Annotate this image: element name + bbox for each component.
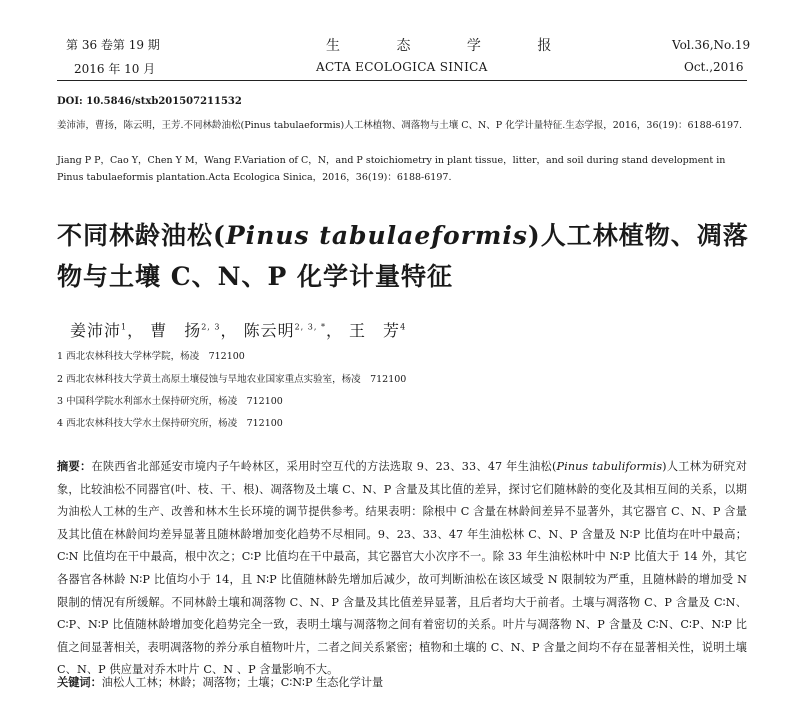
author-4-affil: 4 [400, 322, 407, 332]
affiliation-1: 1 西北农林科技大学林学院，杨凌 712100 [57, 351, 245, 362]
article-title-line1 [57, 216, 749, 252]
date-en: Oct.,2016 [684, 60, 744, 74]
affiliation-2: 2 西北农林科技大学黄土高原土壤侵蚀与旱地农业国家重点实验室，杨凌 712100 [57, 374, 407, 385]
journal-title-cn: 生 态 学 报 [326, 38, 578, 54]
citation-en: Jiang P P，Cao Y，Chen Y M，Wang F.Variation of C，N，and P stoichiometry in plant tissue，litter，and soil during stand development in Pinus tabulaeformis plantation.Acta Ecologica Sinica，2016，36(19)：6188-6197. [57, 155, 726, 183]
author-3: 陈云明 [243, 321, 295, 340]
keywords-text: 油松人工林；林龄；凋落物；土壤；C∶N∶P 生态化学计量 [101, 676, 384, 689]
abstract [57, 455, 747, 682]
keywords-label: 关键词： [57, 675, 102, 689]
doi[interactable]: DOI: 10.5846/stxb201507211532 [57, 96, 242, 107]
keywords [57, 674, 383, 690]
author-3-affil: 2, 3, * [294, 322, 326, 332]
date-cn: 2016 年 10 月 [74, 62, 156, 76]
abstract-text-1: 在陕西省北部延安市境内子午岭林区，采用时空互代的方法选取 9、23、33、47 年生油松( [91, 460, 557, 473]
author-2: 曹 扬 [150, 321, 202, 340]
volume-issue-en: Vol.36,No.19 [672, 38, 751, 52]
article-title-line2: 物与土壤 C、N、P 化学计量特征 [57, 262, 453, 291]
title-suffix: )人工林植物、凋落 [527, 221, 749, 250]
header-rule [57, 80, 747, 81]
affiliation-3: 3 中国科学院水利部水土保持研究所，杨凌 712100 [57, 396, 283, 407]
affiliation-4: 4 西北农林科技大学水土保持研究所，杨凌 712100 [57, 418, 283, 429]
volume-issue-cn: 第 36 卷第 19 期 [66, 38, 160, 52]
citation-cn: 姜沛沛，曹扬，陈云明，王芳.不同林龄油松(Pinus tabulaeformis)人工林植物、凋落物与土壤 C、N、P 化学计量特征.生态学报，2016，36(19)：6188-6197. [57, 120, 743, 131]
title-species: Pinus tabulaeformis [225, 221, 528, 250]
abstract-species: Pinus tabuliformis [556, 460, 663, 473]
author-2-affil: 2, 3 [201, 322, 221, 332]
author-1: 姜沛沛 [70, 321, 122, 340]
author-list: 姜沛沛$^1$， 曹 扬$^{2, 3}$， 陈云明$^{2, 3, *}$， 王 芳$^4$ [70, 321, 407, 340]
journal-title-en: ACTA ECOLOGICA SINICA [316, 60, 488, 74]
abstract-text-2: )人工林为研究对象，比较油松不同器官(叶、枝、干、根)、凋落物及土壤 C、N、P 含量及其比值的差异，探讨它们随林龄的变化及其相互间的关系，以期为油松人工林的生产、改善和林木生长环境的调节提供参考。结果表明：除根中 C 含量在林龄间差异不显著外，其它器官 C、N、P 含量及其比值在林龄间均差异显著且随林龄增加变化趋势不尽相同。9、23、33、47 年生油松林 C、N、P 含量及 N∶P 比值均在叶中最高；C∶N 比值均在干中最高，根中次之；C∶P 比值均在干中最高，其它器官大小次序不一。除 33 年生油松林叶中 N∶P 比值大于 14 外，其它各器官各林龄 N∶P 比值均小于 14，且 N∶P 比值随林龄先增加后减少，故可判断油松在该区域受 N 限制较为严重，且随林龄的增加受 N 限制的情况有所缓解。不同林龄土壤和凋落物 C、N、P 含量及其比值差异显著，且后者均大于前者。土壤与凋落物 C、P 含量及 C∶N、C∶P、N∶P 比值随林龄增加变化趋势完全一致，表明土壤与凋落物之间有着密切的关系。叶片与凋落物 N、P 含量及 C∶N、C∶P、N∶P 比值之间显著相关，表明凋落物的养分承自植物叶片，二者之间关系紧密；植物和土壤的 C、N、P 含量之间均不存在显著相关性，说明土壤 C、N、P 供应量对乔木叶片 C、N 、P 含量影响不大。 [57, 460, 747, 677]
author-1-affil: 1 [121, 322, 128, 332]
author-4: 王 芳 [349, 321, 401, 340]
title-prefix: 不同林龄油松( [57, 221, 226, 250]
abstract-label: 摘要： [57, 459, 92, 473]
